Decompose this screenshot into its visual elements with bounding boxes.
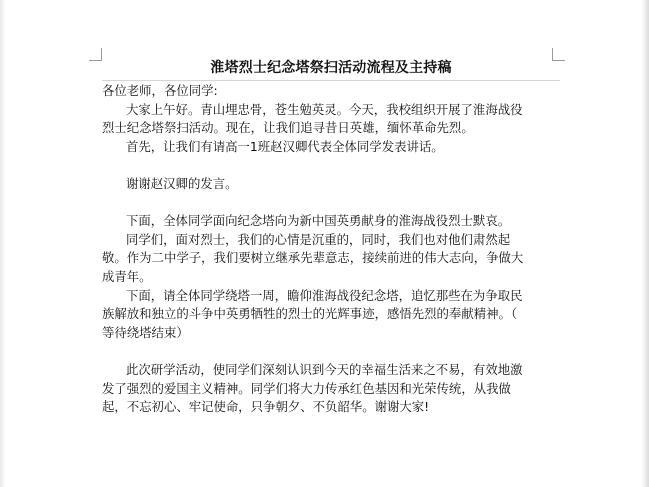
blank-line: [102, 194, 560, 213]
paragraph-line: 等待绕塔结束）: [102, 324, 189, 340]
blank-line: [102, 156, 560, 175]
paragraph-line: 敬。作为二中学子，我们要树立继承先辈意志，接续前进的伟大志向，争做大: [102, 250, 524, 266]
left-edge-shadow: [0, 0, 6, 487]
document-body[interactable]: [102, 82, 560, 417]
paragraph-line: 同学们，面对烈士，我们的心情是沉重的，同时，我们也对他们肃然起: [126, 231, 511, 247]
paragraph-line: 成青年。: [102, 268, 152, 284]
paragraph-line: 首先，让我们有请高一1班赵汉卿代表全体同学发表讲话。: [126, 138, 444, 154]
paragraph-line: 谢谢赵汉卿的发言。: [126, 175, 238, 191]
right-edge-shadow: [641, 0, 649, 487]
crop-mark-top-left: [89, 48, 102, 61]
paragraph-line: 下面，全体同学面向纪念塔向为新中国英勇献身的淮海战役烈士默哀。: [126, 213, 511, 229]
paragraph-line: 族解放和独立的斗争中英勇牺牲的烈士的光辉事迹，感悟先烈的奉献精神。（: [102, 306, 518, 322]
paragraph-line: 发了强烈的爱国主义精神。同学们将大力传承红色基因和光荣传统，从我做: [102, 380, 511, 396]
salutation-line: 各位老师，各位同学:: [102, 83, 218, 98]
paragraph-line: 此次研学活动，使同学们深刻认识到今天的幸福生活来之不易，有效地激: [126, 361, 523, 377]
paragraph-line: 大家上午好。青山埋忠骨，苍生勉英灵。今天，我校组织开展了淮海战役: [126, 101, 523, 117]
paragraph-line: 烈士纪念塔祭扫活动。现在，让我们追寻昔日英雄，缅怀革命先烈。: [102, 120, 474, 136]
blank-line: [102, 342, 560, 361]
paragraph-line: 下面，请全体同学绕塔一周，瞻仰淮海战役纪念塔，追忆那些在为争取民: [126, 287, 523, 303]
title-divider: [102, 80, 560, 81]
paragraph-line: 起，不忘初心、牢记使命，只争朝夕、不负韶华。谢谢大家!: [102, 399, 430, 415]
document-page[interactable]: [102, 58, 560, 417]
document-title: 淮塔烈士纪念塔祭扫活动流程及主持稿: [210, 60, 452, 76]
